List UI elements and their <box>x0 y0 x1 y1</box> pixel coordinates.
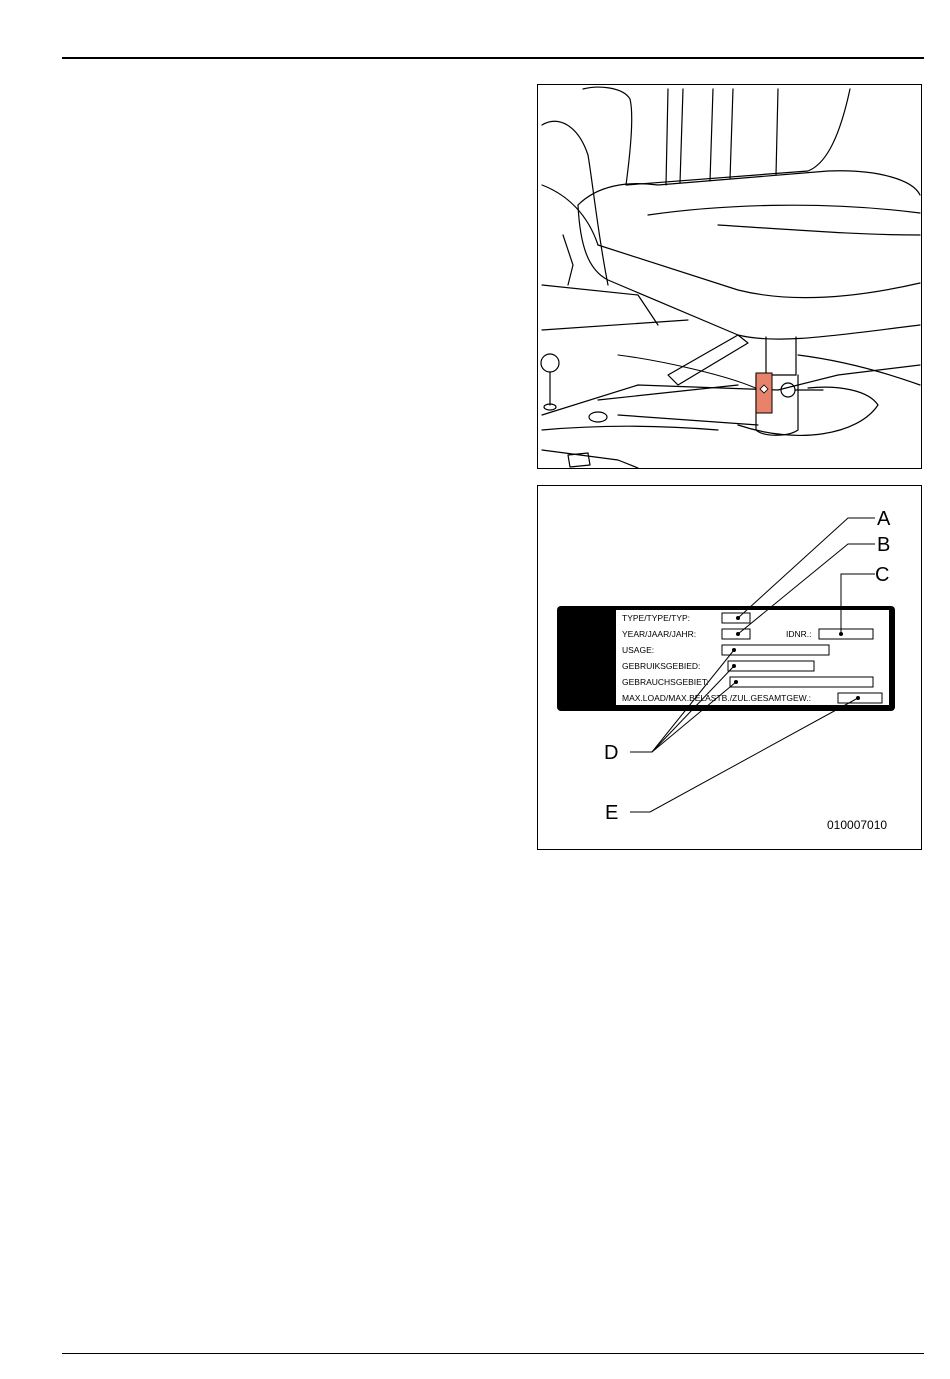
plate-row-gebrauchsgebiet: GEBRAUCHSGEBIET: <box>622 677 709 687</box>
plate-row-type: TYPE/TYPE/TYP: <box>622 613 691 623</box>
usage-field <box>722 645 829 655</box>
seat-illustration <box>538 85 921 468</box>
callout-a: A <box>877 508 891 530</box>
callout-d: D <box>604 742 619 764</box>
seat-figure <box>537 84 922 469</box>
header-rule <box>62 57 924 59</box>
id-plate-field-area <box>616 610 889 705</box>
callout-b: B <box>877 534 891 556</box>
callout-e: E <box>605 802 619 824</box>
plate-idnr-label: IDNR.: <box>786 629 812 639</box>
gebrauchsgebiet-field <box>730 677 873 687</box>
gebruiksgebied-field <box>728 661 814 671</box>
idnr-field <box>819 629 873 639</box>
plate-row-max-load: MAX.LOAD/MAX.BELASTB./ZUL.GESAMTGEW.: <box>622 693 811 703</box>
callout-c: C <box>875 564 890 586</box>
id-plate-diagram <box>538 486 921 849</box>
plate-row-usage: USAGE: <box>622 645 655 655</box>
figure-reference-number: 010007010 <box>827 818 888 832</box>
id-plate-figure <box>537 485 922 850</box>
plate-row-year: YEAR/JAAR/JAHR: <box>622 629 697 639</box>
footer-rule <box>62 1353 924 1354</box>
plate-row-gebruiksgebied: GEBRUIKSGEBIED: <box>622 661 701 671</box>
